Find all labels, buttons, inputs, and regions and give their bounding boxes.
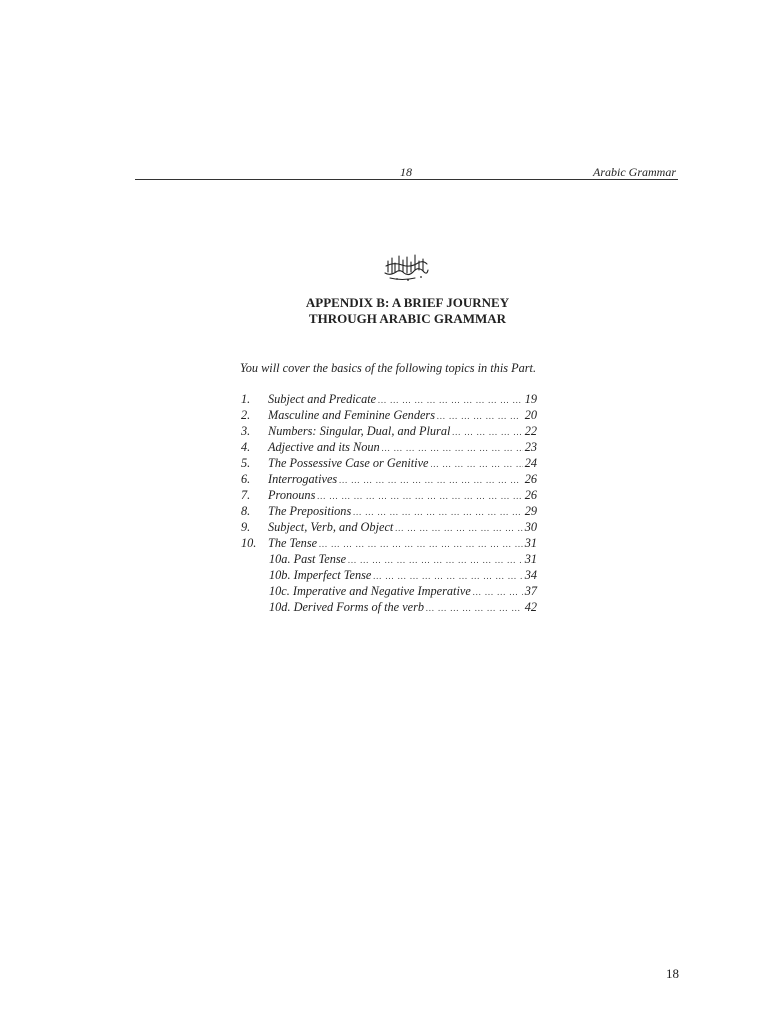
toc-row bbox=[241, 471, 541, 487]
toc-number: 10. bbox=[241, 536, 257, 550]
toc-entry bbox=[269, 583, 537, 600]
toc-row bbox=[241, 455, 541, 471]
toc-label: 10a. Past Tense bbox=[269, 552, 347, 566]
toc-number: 7. bbox=[241, 488, 251, 502]
toc-number: 6. bbox=[241, 472, 251, 486]
toc-entry bbox=[269, 551, 537, 568]
title-line-1: APPENDIX B: A BRIEF JOURNEY bbox=[305, 295, 510, 310]
toc-row bbox=[241, 567, 541, 583]
toc-page-number: 19 bbox=[524, 392, 537, 406]
toc-leader-dots bbox=[378, 392, 523, 408]
toc-row bbox=[241, 503, 541, 519]
toc-leader-dots bbox=[431, 456, 523, 472]
toc-entry bbox=[268, 391, 537, 408]
toc-leader-dots bbox=[339, 472, 522, 488]
toc-row bbox=[241, 599, 541, 615]
toc-row bbox=[241, 535, 541, 551]
toc-page-number: 26 bbox=[524, 472, 537, 486]
intro-text: You will cover the basics of the following topics in this Part. bbox=[240, 361, 537, 375]
header-page-number: 18 bbox=[400, 165, 412, 179]
toc-entry bbox=[268, 407, 537, 424]
toc-number: 4. bbox=[241, 440, 251, 454]
toc-page-number: 30 bbox=[524, 520, 537, 534]
toc-page-number: 22 bbox=[524, 424, 537, 438]
toc-leader-dots bbox=[452, 424, 522, 440]
toc-page-number: 31 bbox=[524, 536, 537, 550]
toc-leader-dots bbox=[426, 600, 523, 616]
toc-label: Adjective and its Noun bbox=[268, 440, 380, 454]
toc-leader-dots bbox=[473, 584, 523, 600]
toc-row bbox=[241, 583, 541, 599]
toc-number: 5. bbox=[241, 456, 251, 470]
toc-page-number: 24 bbox=[524, 456, 537, 470]
toc-row bbox=[241, 391, 541, 407]
toc-page-number: 37 bbox=[524, 584, 537, 598]
toc-label: 10d. Derived Forms of the verb bbox=[269, 600, 425, 614]
toc-row bbox=[241, 423, 541, 439]
toc-page-number: 42 bbox=[524, 600, 537, 614]
toc-number: 2. bbox=[241, 408, 251, 422]
toc-page-number: 29 bbox=[524, 504, 537, 518]
toc-entry bbox=[268, 503, 537, 520]
toc-label: Masculine and Feminine Genders bbox=[268, 408, 435, 422]
toc-row bbox=[241, 407, 541, 423]
toc-label: Subject, Verb, and Object bbox=[268, 520, 394, 534]
toc-row bbox=[241, 487, 541, 503]
footer-page-number: 18 bbox=[666, 966, 679, 981]
toc-entry bbox=[269, 567, 537, 584]
toc-label: 10c. Imperative and Negative Imperative bbox=[269, 584, 471, 598]
toc-entry bbox=[268, 535, 537, 552]
toc-row bbox=[241, 519, 541, 535]
toc-page-number: 31 bbox=[524, 552, 537, 566]
toc-page-number: 34 bbox=[524, 568, 537, 582]
toc-leader-dots bbox=[348, 552, 523, 568]
toc-label: Subject and Predicate bbox=[268, 392, 377, 406]
toc-row bbox=[241, 551, 541, 567]
toc-number: 8. bbox=[241, 504, 251, 518]
toc-number: 9. bbox=[241, 520, 251, 534]
table-of-contents bbox=[241, 391, 541, 615]
toc-label: Interrogatives bbox=[268, 472, 338, 486]
toc-number: 3. bbox=[241, 424, 251, 438]
toc-leader-dots bbox=[382, 440, 523, 456]
toc-entry bbox=[268, 487, 537, 504]
title-line-2: THROUGH ARABIC GRAMMAR bbox=[308, 311, 507, 326]
toc-page-number: 23 bbox=[524, 440, 537, 454]
toc-leader-dots bbox=[353, 504, 522, 520]
toc-label: The Tense bbox=[268, 536, 318, 550]
toc-entry bbox=[268, 439, 537, 456]
toc-entry bbox=[268, 519, 537, 536]
bismillah-calligraphy-icon bbox=[382, 252, 430, 282]
toc-label: Numbers: Singular, Dual, and Plural bbox=[268, 424, 451, 438]
header-book-title: Arabic Grammar bbox=[593, 165, 676, 179]
toc-row bbox=[241, 439, 541, 455]
toc-label: The Possessive Case or Genitive bbox=[268, 456, 429, 470]
running-header bbox=[135, 163, 678, 180]
toc-leader-dots bbox=[437, 408, 523, 424]
toc-number: 1. bbox=[241, 392, 251, 406]
toc-entry bbox=[268, 471, 537, 488]
toc-page-number: 20 bbox=[524, 408, 537, 422]
toc-leader-dots bbox=[319, 536, 523, 552]
appendix-title bbox=[235, 295, 580, 327]
toc-entry bbox=[269, 599, 537, 616]
toc-label: 10b. Imperfect Tense bbox=[269, 568, 372, 582]
toc-leader-dots bbox=[317, 488, 522, 504]
toc-leader-dots bbox=[395, 520, 522, 536]
toc-label: Pronouns bbox=[268, 488, 316, 502]
toc-entry bbox=[268, 423, 537, 440]
toc-page-number: 26 bbox=[524, 488, 537, 502]
toc-label: The Prepositions bbox=[268, 504, 352, 518]
toc-entry bbox=[268, 455, 537, 472]
toc-leader-dots bbox=[373, 568, 522, 584]
